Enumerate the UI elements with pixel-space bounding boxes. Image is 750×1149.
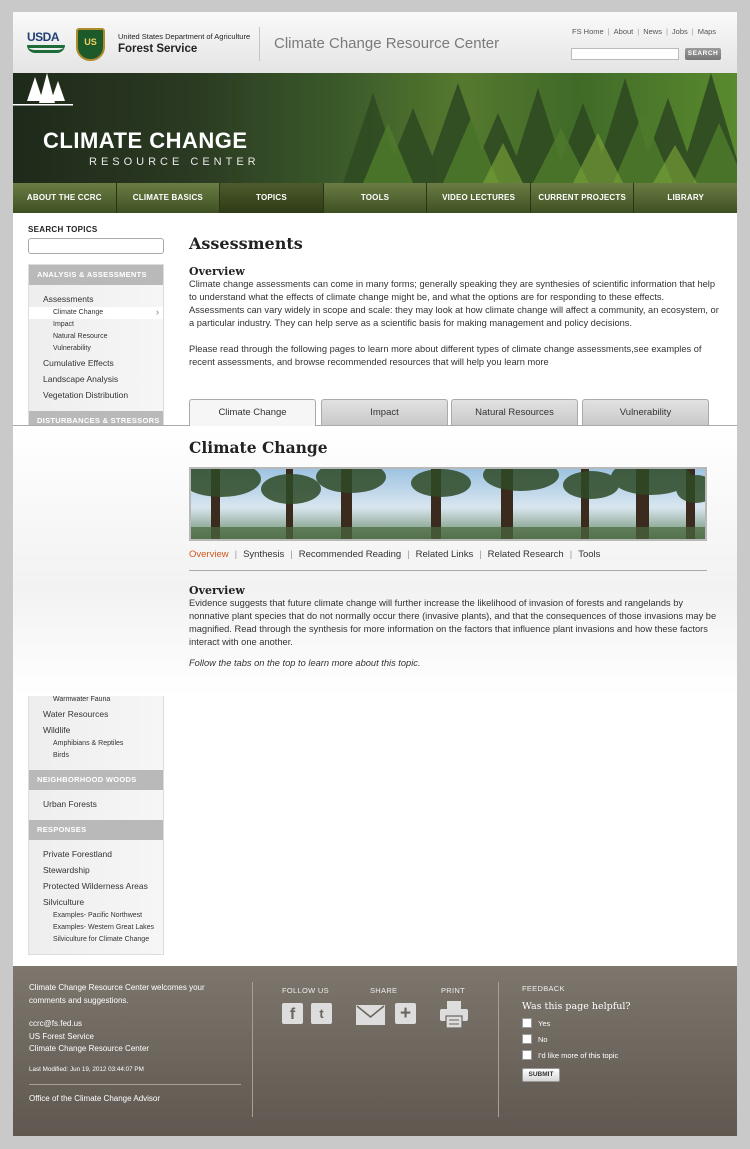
sidebar-item-label: Vulnerability xyxy=(53,345,91,352)
sidebar-item-vulnerability[interactable] xyxy=(29,343,163,355)
facebook-icon[interactable]: f xyxy=(282,1003,303,1024)
sidebar-item-label: Examples- Western Great Lakes xyxy=(53,924,155,931)
topic-tabs xyxy=(189,399,737,426)
feedback-label: FEEDBACK xyxy=(522,984,565,993)
no-label: No xyxy=(538,1034,548,1044)
top-links: FS Home | About | News | Jobs | Maps xyxy=(572,27,717,36)
footer-contact xyxy=(29,982,241,1106)
nav-about-the-ccrc[interactable]: ABOUT THE CCRC xyxy=(13,183,117,213)
sidebar-section-analysis-and-assessments[interactable]: ANALYSIS & ASSESSMENTS xyxy=(29,265,163,285)
nav-climate-basics[interactable]: CLIMATE BASICS xyxy=(117,183,221,213)
footer-center: Climate Change Resource Center xyxy=(29,1044,150,1053)
twitter-icon[interactable]: t xyxy=(311,1003,332,1024)
agency-name xyxy=(118,32,250,55)
yes-checkbox[interactable] xyxy=(522,1018,532,1028)
more-checkbox[interactable] xyxy=(522,1050,532,1060)
sidebar-section-responses[interactable]: RESPONSES xyxy=(29,820,163,840)
sidebar-item-label: Urban Forests xyxy=(43,799,97,809)
sidebar-item-assessments[interactable] xyxy=(29,291,163,307)
sidebar-item-label: Stewardship xyxy=(43,865,90,875)
sidebar-section-body xyxy=(29,790,163,820)
subtab-related-links[interactable]: Related Links xyxy=(415,549,474,560)
sidebar-item-label: Vegetation Distribution xyxy=(43,390,129,400)
redwood-forest-image xyxy=(189,467,707,541)
plus-icon[interactable]: + xyxy=(395,1003,416,1024)
sidebar-item-label: Protected Wilderness Areas xyxy=(43,881,148,891)
subtab-bar: Overview | Synthesis | Recommended Reading | Related Links | Related Research | Tools xyxy=(189,549,707,571)
search-topics-label: SEARCH TOPICS xyxy=(28,225,98,234)
usda-swoosh-icon xyxy=(27,45,65,53)
feedback-option-no[interactable] xyxy=(522,1034,722,1044)
overview-paragraph-2: Please read through the following pages to learn more about different types of climate change assessments,see examples of recent assessments, and browse recommended resources that will help you learn more xyxy=(189,344,702,367)
sidebar-item-urban-forests[interactable] xyxy=(29,796,163,812)
footer-welcome: Climate Change Resource Center welcomes your comments and suggestions. xyxy=(29,983,205,1005)
sidebar-item-label: Landscape Analysis xyxy=(43,374,119,384)
nav-library[interactable]: LIBRARY xyxy=(634,183,737,213)
more-label: I'd like more of this topic xyxy=(538,1050,619,1060)
tab-natural-resources[interactable]: Natural Resources xyxy=(451,399,578,425)
sidebar-item-label: Warmwater Fauna xyxy=(53,696,111,703)
climate-change-overview xyxy=(189,584,719,668)
sidebar-item-amphibians-and-reptiles[interactable] xyxy=(29,738,163,750)
subtab-tools[interactable]: Tools xyxy=(578,549,601,560)
footer-last-modified: Last Modified: Jun 19, 2012 03:44:07 PM xyxy=(29,1065,144,1073)
nav-video-lectures[interactable]: VIDEO LECTURES xyxy=(427,183,531,213)
sidebar-item-label: Private Forestland xyxy=(43,849,112,859)
sidebar-item-label: Birds xyxy=(53,752,69,759)
agency-line-1: United States Department of Agriculture xyxy=(118,32,251,41)
sidebar-item-label: Silviculture for Climate Change xyxy=(53,936,150,943)
footer-separator-2 xyxy=(498,982,499,1117)
footer-email[interactable]: ccrc@fs.fed.us xyxy=(29,1019,83,1028)
site-search-input[interactable] xyxy=(571,48,679,60)
sidebar-item-label: Impact xyxy=(53,321,75,328)
chevron-right-icon: › xyxy=(156,307,159,317)
sidebar-item-label: Examples- Pacific Northwest xyxy=(53,912,143,919)
subtab-related-research[interactable]: Related Research xyxy=(487,549,564,560)
site-footer xyxy=(13,966,737,1136)
footer-separator xyxy=(252,982,253,1117)
sidebar-item-birds[interactable] xyxy=(29,750,163,762)
top-link-news[interactable]: News xyxy=(643,27,662,36)
subtab-overview[interactable]: Overview xyxy=(189,549,229,560)
usda-logo-text: USDA xyxy=(27,30,60,44)
main-content xyxy=(189,234,719,369)
feedback-form xyxy=(522,984,722,1082)
tab-vulnerability[interactable]: Vulnerability xyxy=(582,399,709,425)
sidebar-item-label: Water Resources xyxy=(43,709,109,719)
site-search-button[interactable]: SEARCH xyxy=(685,48,721,60)
subtab-recommended-reading[interactable]: Recommended Reading xyxy=(298,549,402,560)
logo-subtitle: RESOURCE CENTER xyxy=(89,156,260,168)
logo-title: CLIMATE CHANGE xyxy=(43,128,248,153)
sidebar-item-label: Silviculture xyxy=(43,897,85,907)
page-title: Assessments xyxy=(189,234,303,253)
climate-change-logo[interactable] xyxy=(43,128,260,168)
nav-topics[interactable]: TOPICS xyxy=(220,183,324,213)
sidebar-item-private-forestland[interactable] xyxy=(29,846,163,862)
site-title[interactable]: Climate Change Resource Center xyxy=(274,35,500,52)
follow-tabs-note: Follow the tabs on the top to learn more about this topic. xyxy=(189,658,421,668)
footer-divider xyxy=(29,1084,241,1085)
sidebar-item-wildlife[interactable] xyxy=(29,722,163,738)
sidebar-item-silviculture-for-climate-change[interactable] xyxy=(29,934,163,946)
overview-heading: Overview xyxy=(189,265,245,278)
feedback-option-more[interactable] xyxy=(522,1050,722,1060)
sidebar-section-disturbances-and-stressors[interactable]: DISTURBANCES & STRESSORS xyxy=(29,411,163,431)
nav-current-projects[interactable]: CURRENT PROJECTS xyxy=(531,183,635,213)
section-title: Climate Change xyxy=(189,438,328,457)
sidebar-item-protected-wilderness-areas[interactable] xyxy=(29,878,163,894)
sidebar-item-climate-change[interactable] xyxy=(29,307,163,319)
pine-trees-logo-icon xyxy=(13,73,73,107)
sidebar-item-vegetation-distribution[interactable] xyxy=(29,387,163,403)
sidebar-section-neighborhood-woods[interactable]: NEIGHBORHOOD WOODS xyxy=(29,770,163,790)
sidebar-item-natural-resource[interactable] xyxy=(29,331,163,343)
top-link-fs-home[interactable]: FS Home xyxy=(572,27,604,36)
sidebar-item-label: Natural Resource xyxy=(53,333,108,340)
sidebar-item-label: Assessments xyxy=(43,294,94,304)
feedback-question: Was this page helpful? xyxy=(522,1001,631,1012)
forest-service-shield-icon[interactable]: US xyxy=(76,28,105,61)
follow-us-label: FOLLOW US xyxy=(282,986,329,995)
submit-button[interactable]: SUBMIT xyxy=(522,1068,560,1082)
footer-office[interactable]: Office of the Climate Change Advisor xyxy=(29,1094,161,1103)
sidebar-item-label: Climate Change xyxy=(53,309,104,316)
footer-org: US Forest Service xyxy=(29,1031,94,1041)
overview-paragraph-1: Climate change assessments can come in many forms; generally speaking they are synthesies of scientific information that help to understand what the effects of climate change might be, and what the options are for responding to these effects. Assessments can vary widely in scope and scale: they may look at how climate change will affect a community, an ecosystem, or a particular industry. They can help serve as a scientific basis for making management and policy decisions. xyxy=(189,279,719,328)
agency-line-2: Forest Service xyxy=(118,43,198,55)
no-checkbox[interactable] xyxy=(522,1034,532,1044)
sidebar-item-silviculture[interactable] xyxy=(29,894,163,910)
usda-logo[interactable] xyxy=(27,30,67,58)
sidebar-section-body xyxy=(29,285,163,411)
top-link-jobs[interactable]: Jobs xyxy=(671,27,688,36)
sidebar-item-landscape-analysis[interactable] xyxy=(29,371,163,387)
sidebar-item-stewardship[interactable] xyxy=(29,862,163,878)
main-nav xyxy=(13,183,737,213)
email-icon[interactable] xyxy=(356,1005,385,1025)
sidebar-item-impact[interactable] xyxy=(29,319,163,331)
header-divider xyxy=(259,27,260,61)
sidebar-item-label: Wildlife xyxy=(43,725,71,735)
share-label: SHARE xyxy=(370,986,398,995)
sidebar-item-cumulative-effects[interactable] xyxy=(29,355,163,371)
top-link-maps[interactable]: Maps xyxy=(697,27,717,36)
tab-impact[interactable]: Impact xyxy=(321,399,448,425)
sidebar-item-examples-western-great-lakes[interactable] xyxy=(29,922,163,934)
cc-overview-text: Evidence suggests that future climate change will further increase the likelihood of invasion of forests and rangelands by nonnative plant species that do not normally occur there (invasive plants), and that the consequences of those invasions may be magnified. Read through the synthesis for more information on the factors that influence plant invasions and how these factors interact with one another. xyxy=(189,598,717,647)
sidebar-item-label: Amphibians & Reptiles xyxy=(53,740,124,747)
print-label: PRINT xyxy=(441,986,465,995)
tab-climate-change[interactable]: Climate Change xyxy=(189,399,316,426)
subtab-synthesis[interactable]: Synthesis xyxy=(243,549,285,560)
sidebar-item-label: Cumulative Effects xyxy=(43,358,114,368)
nav-tools[interactable]: TOOLS xyxy=(324,183,428,213)
yes-label: Yes xyxy=(538,1018,551,1028)
top-link-about[interactable]: About xyxy=(613,27,634,36)
cc-overview-heading: Overview xyxy=(189,584,245,597)
page xyxy=(13,12,737,1136)
search-topics-input[interactable] xyxy=(28,238,164,254)
feedback-option-yes[interactable] xyxy=(522,1018,722,1028)
site-header xyxy=(13,12,737,73)
sidebar-item-water-resources[interactable] xyxy=(29,706,163,722)
sidebar-item-examples-pacific-northwest[interactable] xyxy=(29,910,163,922)
banner xyxy=(13,73,737,183)
print-icon[interactable] xyxy=(440,1001,468,1028)
sidebar-section-body xyxy=(29,840,163,954)
